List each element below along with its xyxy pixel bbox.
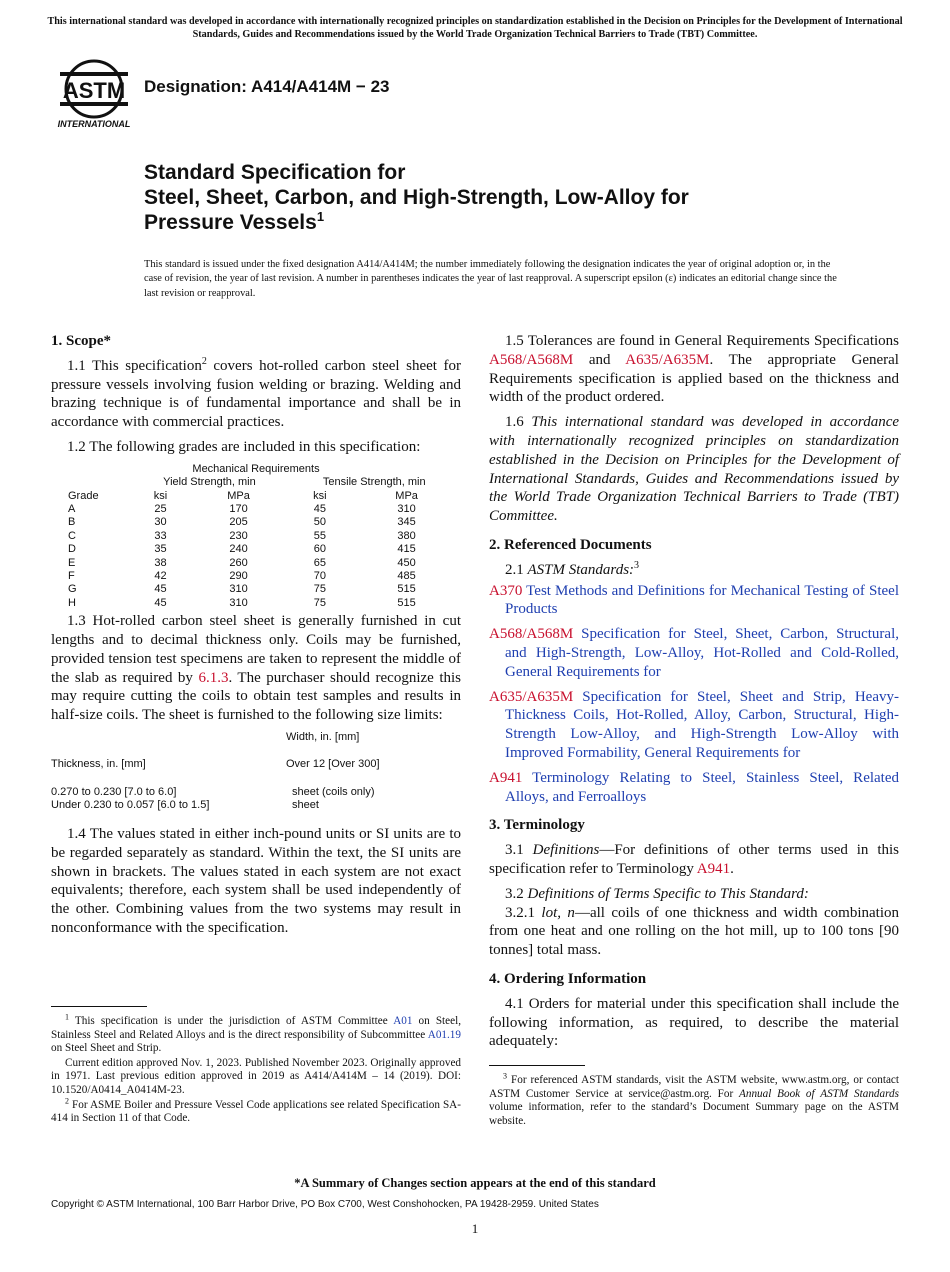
- astm-logo-icon: [54, 58, 134, 130]
- paragraph-1-6: 1.6 This international standard was developed in accordance with internationally recognized principles on standardization established in the Decision on Principles for the Development of International Standards, Guides and Recommendations issued by the World Trade Organization Technical Barriers to Trade (TBT) Committee.: [489, 414, 900, 525]
- table-row: D 35 240 60 415: [68, 543, 416, 556]
- table-row: F 42 290 70 485: [68, 570, 416, 583]
- reference-item: [489, 688, 899, 763]
- left-footnotes: [51, 1006, 461, 1127]
- designation: Designation: A414/A414M − 23: [144, 77, 390, 96]
- paragraph-3-2-1: 3.2.1 lot, n—all coils of one thickness and width combination from one heat and one rolling on the hot mill, up to 100 tons [90 tonnes] total mass.: [489, 904, 899, 959]
- a941-link[interactable]: A941: [696, 860, 731, 877]
- left-column: [51, 332, 461, 944]
- size-limits-table: Width, in. [mm] Thickness, in. [mm] Over 12 [Over 300] 0.270 to 0.230 [7.0 to 6.0] sheet (coils only) Under 0.230 to 0.057 [6.0 to 1.5] sheet: [51, 731, 380, 812]
- reference-code-link[interactable]: A568/A568M: [489, 626, 574, 643]
- table-row: C 33 230 55 380: [68, 529, 416, 542]
- svg-text:ASTM: ASTM: [62, 78, 126, 103]
- reference-item: [489, 582, 899, 620]
- reference-code-link[interactable]: A635/A635M: [489, 688, 574, 705]
- ordering-information-heading: 4. Ordering Information: [489, 970, 647, 987]
- reference-code-link[interactable]: A941: [489, 769, 523, 786]
- page-title: Standard Specification for Steel, Sheet, Carbon, and High-Strength, Low-Alloy for Pressure Vessels$^1$: [144, 161, 689, 234]
- reference-title-link[interactable]: Specification for Steel, Sheet and Strip, Heavy-Thickness Coils, Hot-Rolled, Alloy, Carbon, Structural, High-Strength Low-Alloy, and High-Strength Low-Alloy with Improved Formability, General Requirements for: [505, 688, 899, 761]
- reference-item: [489, 625, 899, 681]
- a01-19-link[interactable]: A01.19: [427, 1028, 461, 1041]
- paragraph-4-1: 4.1 Orders for material under this specification shall include the following information, as required, to describe the material adequately:: [489, 995, 899, 1050]
- reference-item: [489, 769, 899, 807]
- footnote-current-edition: Current edition approved Nov. 1, 2023. Published November 2023. Originally approved in 1971. Last previous edition approved in 2019 as A414/A414M – 14 (2019). DOI: 10.1520/A0414_A0414M-23.: [51, 1056, 461, 1096]
- paragraph-1-2: 1.2 The following grades are included in this specification:: [67, 438, 421, 455]
- paragraph-1-5: 1.5 Tolerances are found in General Requirements Specifications A568/A568M and A635/A635M. The appropriate General Requirements specification is applied based on the thickness and width of the product ordered.: [489, 333, 899, 406]
- reference-title-link[interactable]: Terminology Relating to Steel, Stainless Steel, Related Alloys, and Ferroalloys: [505, 769, 899, 805]
- a01-link[interactable]: A01: [393, 1015, 413, 1027]
- section-6-1-3-link[interactable]: 6.1.3: [198, 669, 229, 686]
- right-footnotes: [489, 1065, 899, 1129]
- paragraph-3-2: 3.2 Definitions of Terms Specific to This Standard:: [505, 885, 809, 902]
- title-footnote-mark[interactable]: 1: [316, 209, 325, 224]
- a635-link[interactable]: A635/A635M: [625, 351, 710, 368]
- svg-text:INTERNATIONAL: INTERNATIONAL: [57, 119, 131, 129]
- footnote-1: $^1$ This specification is under the jurisdiction of ASTM Committee A01 on Steel, Stainless Steel and Related Alloys and is the direct responsibility of Subcommittee A01.19 on Steel Sheet and Strip.: [51, 1012, 461, 1055]
- paragraph-3-1: 3.1 Definitions—For definitions of other terms used in this specification refer to Terminology A941.: [489, 842, 899, 877]
- table-row: B 30 205 50 345: [68, 516, 416, 529]
- table-row: E 38 260 65 450: [68, 556, 416, 569]
- issued-note: This standard is issued under the fixed designation A414/A414M; the number immediately following the designation indicates the year of original adoption or, in the case of revision, the year of last revision. A number in parentheses indicates the year of last reapproval. A superscript epsilon (ε) indicates an editorial change since the last revision or reapproval.: [144, 259, 837, 299]
- mechanical-requirements-table: Mechanical Requirements Yield Strength, min Tensile Strength, min Grade ksi MPa ksi MPa A 25 170 45 310 B 30 205 50 345 C 33 230 55 380 D 35 240 60 415 E 38 260 65 450 F 42 290 70 485 G 45 310 75 515 H 45 310 75 515: [51, 463, 461, 610]
- summary-of-changes-note: *A Summary of Changes section appears at the end of this standard: [294, 1176, 656, 1190]
- table-row: G 45 310 75 515: [68, 583, 416, 596]
- paragraph-1-3: 1.3 Hot-rolled carbon steel sheet is generally furnished in cut lengths and to decimal thickness only. Coils may be furnished, provided tension test specimens are taken to represent the middle of the slab as required by 6.1.3. The purchaser should recognize this may require cutting the coils to obtain test samples and results in half-size coils. The sheet is furnished to the following size limits:: [51, 613, 461, 724]
- reference-code-link[interactable]: A370: [489, 582, 523, 599]
- paragraph-1-4: 1.4 The values stated in either inch-pound units or SI units are to be regarded separately as standard. Within the text, the SI units are shown in brackets. The values stated in each system are not exact equivalents; therefore, each system shall be used independently of the other. Combining values from the two systems may result in nonconformance with the specification.: [51, 826, 461, 937]
- a568-link[interactable]: A568/A568M: [489, 351, 574, 368]
- footnote-3: $^3$ For referenced ASTM standards, visit the ASTM website, www.astm.org, or contact ASTM Customer Service at service@astm.org. For Annual Book of ASTM Standards volume information, refer to the standard’s Document Summary page on the ASTM website.: [489, 1071, 899, 1127]
- reference-title-link[interactable]: Specification for Steel, Sheet, Carbon, Structural, and High-Strength, Low-Alloy, Hot-Rolled and Cold-Rolled, General Requirements for: [505, 626, 899, 680]
- table-row: A 25 170 45 310: [68, 503, 416, 515]
- reference-list: [489, 582, 899, 807]
- scope-heading: 1. Scope*: [51, 333, 111, 349]
- paragraph-1-1: 1.1 This specification$^2$ covers hot-rolled carbon steel sheet for pressure vessels involving fusion welding or brazing. Welding and brazing technique is of fundamental importance and shall be in accordance with commercial practices.: [51, 355, 461, 431]
- tbt-notice: This international standard was developed in accordance with internationally recognized principles on standardization established in the Decision on Principles for the Development of International Standards, Guides and Recommendations issued by the World Trade Organization Technical Barriers to Trade (TBT) Committee.: [47, 16, 903, 40]
- referenced-documents-heading: 2. Referenced Documents: [489, 536, 652, 553]
- terminology-heading: 3. Terminology: [489, 817, 585, 834]
- copyright: Copyright © ASTM International, 100 Barr Harbor Drive, PO Box C700, West Conshohocken, PA 19428-2959. United States: [51, 1199, 599, 1210]
- right-column: [489, 332, 899, 1057]
- paragraph-2-1: 2.1 ASTM Standards:$^3$: [505, 559, 640, 578]
- table-row: H 45 310 75 515: [68, 596, 416, 609]
- reference-title-link[interactable]: Test Methods and Definitions for Mechanical Testing of Steel Products: [505, 582, 899, 618]
- page-number: 1: [471, 1221, 479, 1236]
- footnote-2: $^2$ For ASME Boiler and Pressure Vessel Code applications see related Specification SA-414 in Section 11 of that Code.: [51, 1095, 461, 1125]
